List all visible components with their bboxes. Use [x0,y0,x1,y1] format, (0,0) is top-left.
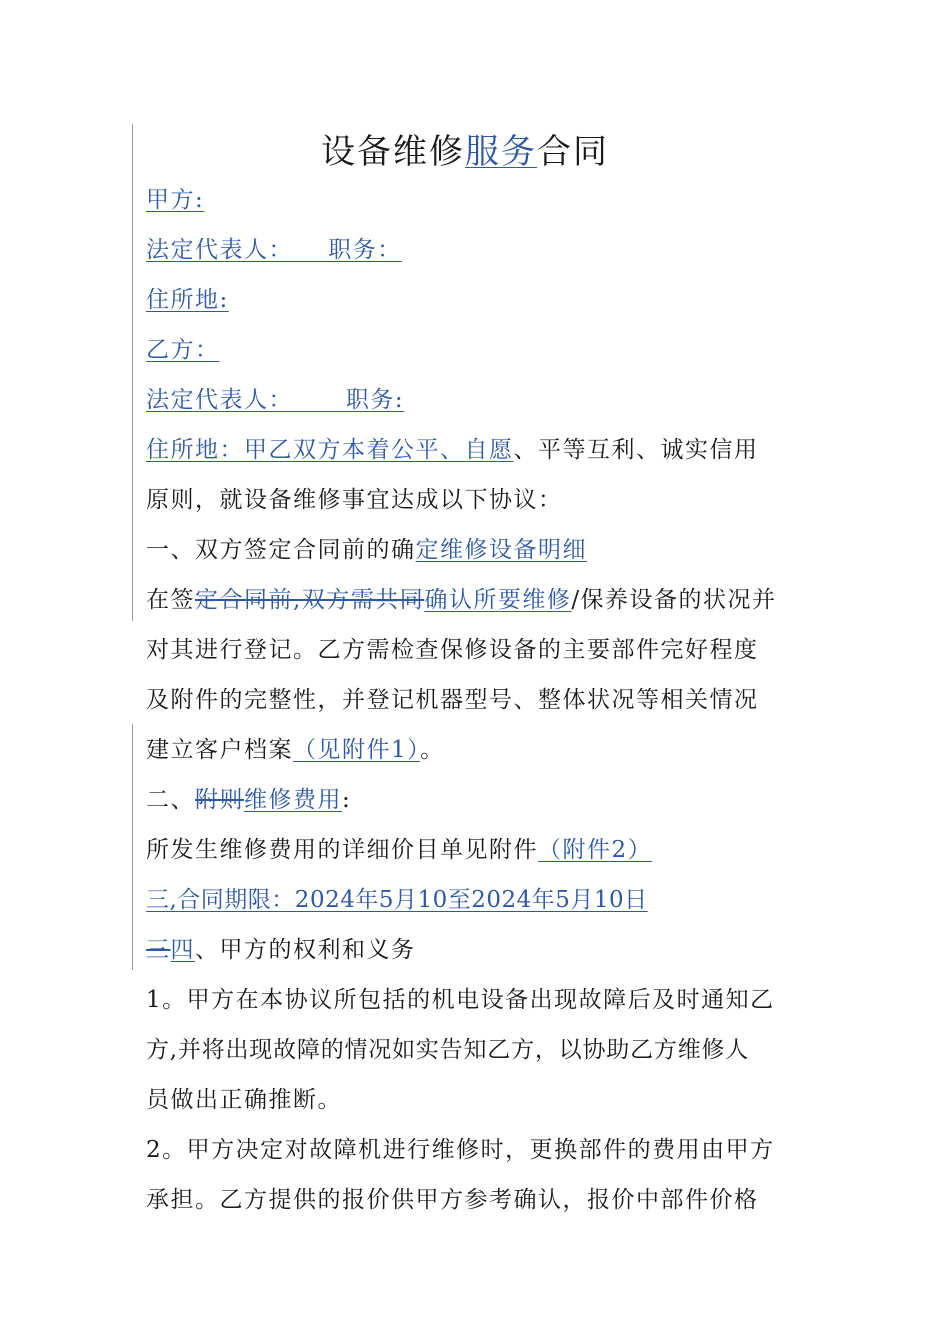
item-1-text-3: 员做出正确推断。 [146,1087,342,1113]
section-2-heading [146,785,351,815]
title-inserted-text: 服务 [465,132,537,172]
rep-b-line [146,385,404,415]
section-1-para-line-4 [146,735,445,765]
section-3-heading [146,885,648,915]
section-1-para-line-3 [146,685,759,715]
item-2-line-2 [146,1185,759,1215]
section-1-para-start: 在签 [146,587,195,613]
party-b-label: 乙方： [146,337,220,363]
rep-b-label: 法定代表人： 职务: [146,387,405,413]
section-1-para-rest: /保养设备的状况并 [571,587,777,613]
revision-bar-top [132,124,133,621]
section-1-para-end: 。 [420,737,445,763]
section-2-para [146,835,664,865]
addr-a-line [146,285,229,315]
section-1-para-line-2 [146,635,759,665]
document-title [0,124,930,173]
preamble-text: 原则，就设备维修事宜达成以下协议： [146,487,563,513]
section-1-heading [146,535,587,565]
section-4-deleted: 三 [146,937,171,963]
party-a-line [146,185,204,215]
section-2-colon: : [342,787,352,813]
section-2-para-text: 所发生维修费用的详细价目单见附件 [146,837,538,863]
revision-bar-bottom [132,724,133,970]
section-2-inserted: 维修费用 [244,787,342,813]
title-part-3: 合同 [537,132,609,172]
item-1-line-1 [146,985,775,1015]
section-2-deleted: 附则 [195,787,244,813]
item-1-line-3 [146,1085,342,1115]
item-2-text-2: 承担。乙方提供的报价供甲方参考确认，报价中部件价格 [146,1187,759,1213]
rep-a-line [146,235,402,265]
section-1-deleted: 定合同前,双方需共同 [195,587,425,613]
item-1-line-2 [146,1035,749,1065]
section-4-heading [146,935,416,965]
section-4-text: 、甲方的权利和义务 [195,937,416,963]
party-a-label: 甲方: [146,187,205,213]
attachment-1-ref: （见附件1） [293,737,421,763]
preamble-rest: 、平等互利、诚实信用 [513,437,759,463]
section-1-para-text-3: 及附件的完整性，并登记机器型号、整体状况等相关情况 [146,687,759,713]
item-1-text-2: 方,并将出现故障的情况如实告知乙方，以协助乙方维修人 [146,1037,750,1063]
section-1-para-text-4: 建立客户档案 [146,737,293,763]
preamble-inserted: 住所地：甲乙双方本着公平、自愿 [146,437,514,463]
attachment-2-ref: （附件2） [538,837,653,863]
section-1-para-inserted: 确认所要维修 [424,587,572,613]
item-2-line-1 [146,1135,775,1165]
section-1-para-text-2: 对其进行登记。乙方需检查保修设备的主要部件完好程度 [146,637,759,663]
section-1-text: 一、双方签定合同前的确 [146,537,416,563]
section-2-number: 二、 [146,787,195,813]
section-1-para-line-1 [146,585,777,615]
party-b-line [146,335,242,365]
section-4-inserted: 四 [170,937,195,963]
contract-term: 三,合同期限：2024年5月10至2024年5月10日 [146,887,648,913]
item-1-text-1: 1。甲方在本协议所包括的机电设备出现故障后及时通知乙 [146,987,775,1013]
item-2-text-1: 2。甲方决定对故障机进行维修时，更换部件的费用由甲方 [146,1137,775,1163]
addr-a-label: 住所地: [146,287,229,313]
section-1-inserted: 定维修设备明细 [415,537,587,563]
preamble-line-1 [146,435,759,465]
title-part-1: 设备维修 [321,132,465,172]
rep-a-label: 法定代表人： 职务： [146,237,402,263]
preamble-line-2 [146,485,563,515]
